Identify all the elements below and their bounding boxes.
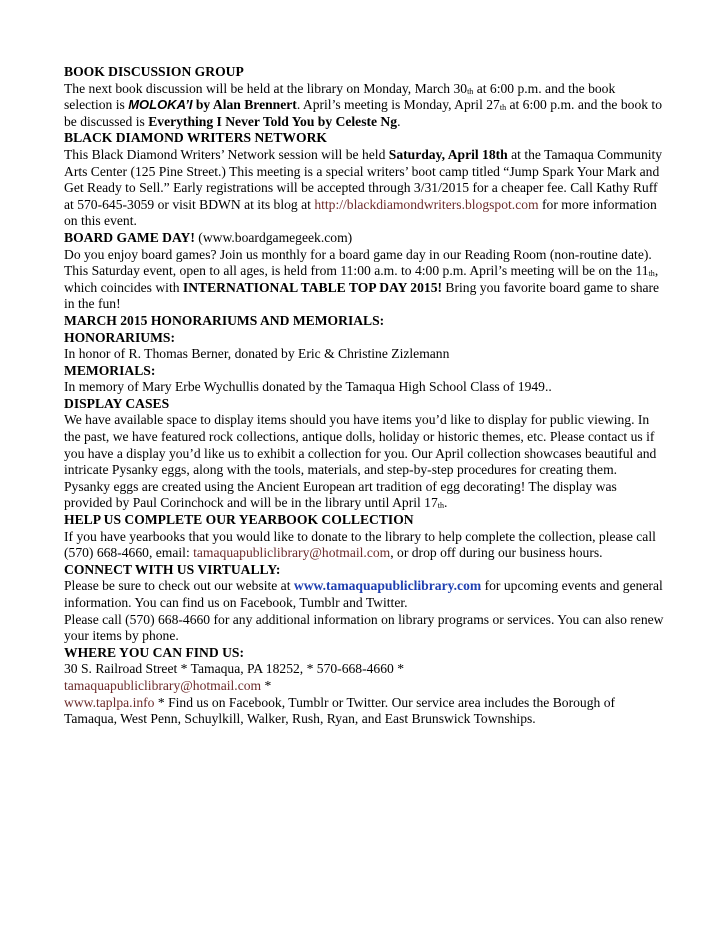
text-segment: The next book discussion will be held at the library on Monday, March 30 — [64, 80, 468, 96]
book-discussion-text — [64, 81, 664, 131]
honorarium-text: In honor of R. Thomas Berner, donated by Eric & Christine Zizlemann — [64, 346, 450, 362]
site-link[interactable]: www.taplpa.info — [64, 694, 155, 710]
event-date: Saturday, April 18th — [388, 146, 508, 162]
connect-heading: CONNECT WITH US VIRTUALLY: — [64, 561, 281, 577]
ordinal-suffix: th — [467, 86, 474, 96]
memorial-text: In memory of Mary Erbe Wychullis donated by the Tamaqua High School Class of 1949.. — [64, 379, 552, 395]
honorariums-subheading: HONORARIUMS: — [64, 329, 176, 345]
display-cases-heading: DISPLAY CASES — [64, 395, 170, 411]
newsletter-page — [64, 64, 664, 728]
text-segment: If you have yearbooks that you would like to donate to the library to help complete the collection, please call (570) 668-4660, email: — [64, 528, 656, 561]
text-segment: * — [261, 677, 272, 693]
connect-text-2: Please call (570) 668-4660 for any additional information on library programs or services. You can also renew your items by phone. — [64, 611, 664, 644]
board-game-heading: BOARD GAME DAY! — [64, 229, 195, 245]
book-discussion-heading: BOOK DISCUSSION GROUP — [64, 64, 244, 79]
book-title: MOLOKA’I — [128, 97, 193, 113]
text-segment: . — [397, 113, 401, 129]
event-name: INTERNATIONAL TABLE TOP DAY 2015! — [182, 279, 443, 295]
display-cases-text — [64, 412, 664, 512]
text-segment: . April’s meeting is Monday, April 27 — [296, 97, 500, 113]
ordinal-suffix: th — [499, 103, 507, 113]
board-game-site: (www.boardgamegeek.com) — [194, 229, 353, 245]
book-author: by Alan Brennert — [192, 97, 297, 113]
text-segment: Bring you favorite board game to share in the fun! — [64, 279, 660, 312]
email-line — [64, 678, 664, 695]
writers-network-heading: BLACK DIAMOND WRITERS NETWORK — [64, 130, 327, 146]
text-segment: We have available space to display items should you have items you’d like to display for public viewing. In the past, we have featured rock collections, antique dolls, holiday or historic themes, etc. Please contact us if you have a display you’d like us to exhibit a collection for you. Our April collection showcases beautiful and intricate Pysanky eggs, along with the tools, materials, and step-by-step procedures for creating them. Pysanky eggs are created using the Ancient European art tradition of egg decorating! The display was provided by Paul Corinchock and will be in the library until April 17 — [64, 412, 657, 511]
ordinal-suffix: th — [437, 501, 445, 511]
text-segment: which coincides with — [64, 279, 183, 295]
text-segment: , — [654, 263, 659, 279]
memorials-subheading: MEMORIALS: — [64, 362, 156, 378]
text-segment: . — [444, 495, 448, 511]
connect-text — [64, 578, 664, 611]
ordinal-suffix: th — [648, 269, 655, 279]
text-segment: for upcoming events and general information. You can find us on Facebook, Tumblr and Twitter. — [64, 578, 663, 610]
email-link[interactable]: tamaquapubliclibrary@hotmail.com — [64, 677, 262, 693]
board-game-text — [64, 247, 664, 280]
text-segment: , or drop off during our business hours. — [390, 545, 603, 561]
website-link[interactable]: www.tamaquapubliclibrary.com — [293, 578, 482, 594]
board-game-heading-line — [64, 230, 664, 247]
text-segment: at 6:00 p.m. and the book to be discussed is — [64, 97, 663, 129]
board-game-text-2 — [64, 280, 664, 313]
text-segment: Do you enjoy board games? Join us monthly for a board game day in our Reading Room (non-routine date). This Saturday event, open to all ages, is held from 11:00 a.m. to 4:00 p.m. April’s meeting will be on the 11 — [64, 246, 652, 279]
text-segment: at the Tamaqua Community Arts Center (125 Pine Street.) This meeting is a special writers’ boot camp titled “Jump Spark Your Mark and Get Ready to Sell.” Early registrations will be accepted through 3/31/2015 for a cheaper fee. Call Kathy Ruff at 570-645-3059 or visit BDWN at its blog at — [64, 146, 663, 212]
text-segment: for more information on this event. — [64, 196, 657, 229]
yearbook-text — [64, 529, 664, 562]
text-segment: Please be sure to check out our website at — [64, 578, 294, 594]
text-segment: at 6:00 p.m. and the book selection is — [64, 80, 616, 113]
find-us-text — [64, 695, 664, 728]
address-line: 30 S. Railroad Street * Tamaqua, PA 18252, * 570-668-4660 * — [64, 661, 405, 677]
find-us-heading: WHERE YOU CAN FIND US: — [64, 644, 244, 660]
text-segment: This Black Diamond Writers’ Network session will be held — [64, 146, 389, 162]
writers-network-text — [64, 147, 664, 230]
email-link[interactable]: tamaquapubliclibrary@hotmail.com — [193, 545, 391, 561]
text-segment: * Find us on Facebook, Tumblr or Twitter. Our service area includes the Borough of Tamaqua, West Penn, Schuylkill, Walker, Rush, Ryan, and East Brunswick Townships. — [64, 694, 616, 727]
blog-link[interactable]: http://blackdiamondwriters.blogspot.com — [314, 196, 539, 212]
book-title-2: Everything I Never Told You by Celeste Ng — [148, 113, 398, 129]
yearbook-heading: HELP US COMPLETE OUR YEARBOOK COLLECTION — [64, 512, 414, 528]
honorariums-memorials-heading: MARCH 2015 HONORARIUMS AND MEMORIALS: — [64, 312, 385, 328]
